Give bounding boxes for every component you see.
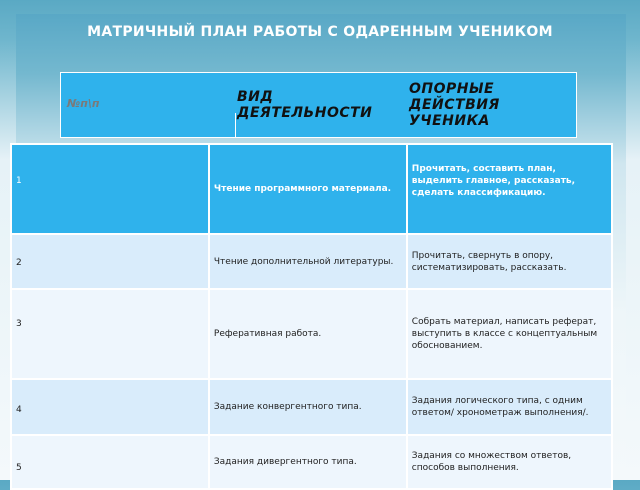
actions-cell bbox=[407, 435, 612, 489]
actions-text: Задания логического типа, с одним ответом/ хронометраж выполнения/. bbox=[411, 396, 589, 418]
activity-cell bbox=[209, 435, 407, 489]
actions-cell bbox=[407, 234, 612, 289]
header-activity bbox=[237, 89, 387, 121]
row-num-cell bbox=[11, 144, 209, 234]
row-num: 4 bbox=[16, 405, 22, 415]
table-header bbox=[60, 72, 577, 138]
header-actions bbox=[409, 81, 529, 129]
activity-cell bbox=[209, 234, 407, 289]
row-num: 2 bbox=[16, 258, 22, 268]
row-num: 5 bbox=[16, 463, 22, 473]
table-row bbox=[11, 234, 612, 289]
header-activity-label: ВИД ДЕЯТЕЛЬНОСТИ bbox=[237, 89, 373, 121]
activity-text: Задания дивергентного типа. bbox=[213, 457, 357, 467]
header-divider bbox=[235, 113, 236, 137]
activity-cell bbox=[209, 144, 407, 234]
table-row bbox=[11, 379, 612, 435]
plan-table bbox=[10, 143, 613, 490]
activity-text: Реферативная работа. bbox=[213, 329, 322, 339]
table-row bbox=[11, 435, 612, 489]
actions-text: Задания со множеством ответов, способов выполнения. bbox=[411, 451, 572, 473]
header-num: №п\п bbox=[67, 97, 100, 110]
activity-cell bbox=[209, 379, 407, 435]
actions-text: Прочитать, свернуть в опору, систематизировать, рассказать. bbox=[411, 250, 567, 273]
actions-cell bbox=[407, 289, 612, 379]
activity-text: Задание конвергентного типа. bbox=[213, 402, 362, 412]
table-row bbox=[11, 289, 612, 379]
activity-text: Чтение дополнительной литературы. bbox=[213, 256, 394, 267]
actions-text: Собрать материал, написать реферат, выступить в классе с концептуальным обоснованием. bbox=[411, 317, 598, 351]
actions-cell bbox=[407, 379, 612, 435]
row-num-cell bbox=[11, 379, 209, 435]
row-num-cell bbox=[11, 435, 209, 489]
row-num-cell bbox=[11, 289, 209, 379]
table-row bbox=[11, 144, 612, 234]
row-num: 3 bbox=[16, 319, 22, 329]
actions-text: Прочитать, составить план, выделить главное, рассказать, сделать классификацию. bbox=[411, 164, 576, 198]
header-actions-label: ОПОРНЫЕ ДЕЙСТВИЯ УЧЕНИКА bbox=[409, 81, 500, 129]
actions-cell bbox=[407, 144, 612, 234]
row-num: 1 bbox=[16, 176, 22, 186]
activity-text: Чтение программного материала. bbox=[213, 184, 392, 194]
activity-cell bbox=[209, 289, 407, 379]
row-num-cell bbox=[11, 234, 209, 289]
page-title: МАТРИЧНЫЙ ПЛАН РАБОТЫ С ОДАРЕННЫМ УЧЕНИКОМ bbox=[87, 24, 553, 40]
